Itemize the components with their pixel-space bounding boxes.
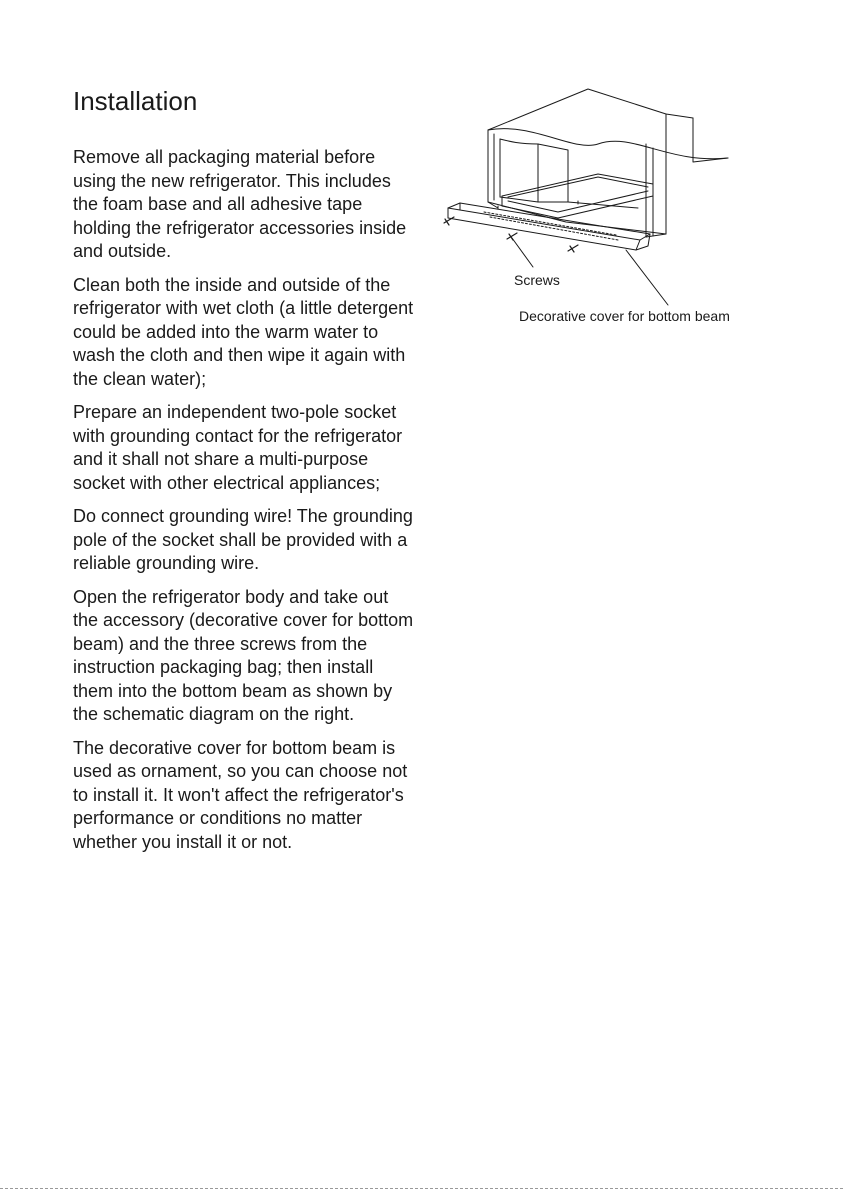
decorative-cover-label: Decorative cover for bottom beam <box>519 308 730 324</box>
page-bottom-rule <box>0 1188 843 1189</box>
screw-middle <box>507 233 517 240</box>
paragraph-ornament: The decorative cover for bottom beam is used as ornament, so you can choose not to install it. It won't affect the refrigerator's performance or conditions no matter whether you install it or not. <box>73 737 408 852</box>
page-title: Installation <box>73 86 198 116</box>
paragraph-socket: Prepare an independent two-pole socket with grounding contact for the refrigerator and it shall not share a multi-purpose socket with other electrical appliances; <box>73 402 403 493</box>
cabinet-top-edge <box>488 89 693 130</box>
cabinet-front-left <box>488 130 498 208</box>
instructions-text <box>73 146 418 864</box>
cover-leader-line <box>626 250 668 305</box>
cabinet-right-wall <box>646 114 666 237</box>
screws-label: Screws <box>514 272 560 288</box>
paragraph-install-cover: Open the refrigerator body and take out the accessory (decorative cover for bottom beam) and the three screws from the instruction packaging bag; then install them into the bottom beam as shown by the schematic diagram on the right. <box>73 586 414 724</box>
installation-diagram <box>438 84 768 334</box>
screw-right <box>568 245 578 252</box>
cabinet-right-side <box>693 118 728 162</box>
screws-leader-line <box>512 238 533 267</box>
refrigerator-illustration <box>438 84 768 334</box>
paragraph-remove-packaging: Remove all packaging material before using the new refrigerator. This includes the foam base and all adhesive tape holding the refrigerator accessories inside and outside. <box>73 147 407 261</box>
paragraph-clean: Clean both the inside and outside of the refrigerator with wet cloth (a little detergent could be added into the warm water to wash the cloth and then wipe it again with the clean water); <box>73 274 414 389</box>
paragraph-grounding: Do connect grounding wire! The grounding pole of the socket shall be provided with a reliable grounding wire. <box>73 506 413 573</box>
